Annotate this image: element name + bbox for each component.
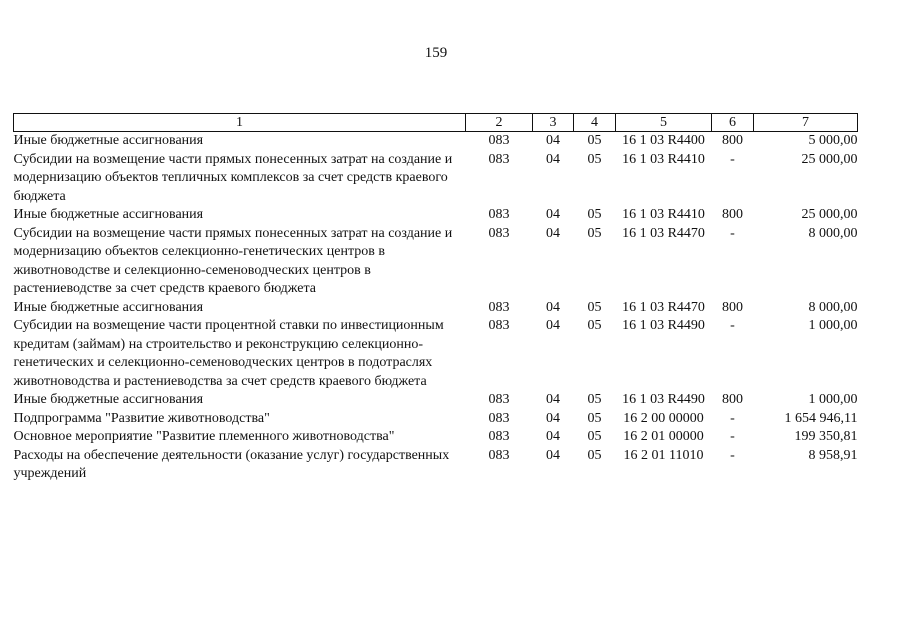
row-target: 16 1 03 R4490 <box>622 318 705 333</box>
row-amount: 8 958,91 <box>808 447 858 463</box>
table-row <box>14 391 858 410</box>
row-amount: 1 000,00 <box>808 318 858 333</box>
budget-table <box>13 113 858 484</box>
table-row <box>14 299 858 318</box>
row-expense-type: 800 <box>722 133 743 148</box>
row-amount: 25 000,00 <box>801 207 858 222</box>
row-ministry: 083 <box>488 133 510 148</box>
row-amount: 8 000,00 <box>808 225 858 241</box>
row-name: Расходы на обеспечение деятельности (оказание услуг) государственных учреждений <box>13 447 450 481</box>
row-ministry: 083 <box>488 410 510 426</box>
header-col-1: 1 <box>14 114 466 132</box>
row-subsection: 05 <box>587 207 602 222</box>
header-col-7: 7 <box>754 114 858 132</box>
row-section: 04 <box>546 410 560 426</box>
row-amount: 1 000,00 <box>808 392 858 407</box>
row-ministry: 083 <box>488 447 510 463</box>
row-target: 16 2 01 00000 <box>623 429 704 444</box>
table-header <box>14 114 858 132</box>
row-target: 16 1 03 R4410 <box>622 207 705 222</box>
row-name: Субсидии на возмещение части прямых понесенных затрат на создание и модернизацию объектов селекционно-генетических центров в животноводстве и селекционно-семеноводческих центров в растениеводстве за счет средств краевого бюджета <box>13 225 453 296</box>
header-col-3: 3 <box>533 114 574 132</box>
header-col-4: 4 <box>574 114 616 132</box>
row-subsection: 05 <box>587 133 602 148</box>
row-expense-type: 800 <box>722 299 743 315</box>
row-name: Иные бюджетные ассигнования <box>13 133 204 148</box>
row-name: Иные бюджетные ассигнования <box>13 392 204 407</box>
row-target: 16 1 03 R4470 <box>622 225 705 241</box>
row-target: 16 1 03 R4490 <box>622 392 705 407</box>
row-ministry: 083 <box>488 299 510 315</box>
row-name: Иные бюджетные ассигнования <box>13 299 204 315</box>
row-ministry: 083 <box>488 207 510 222</box>
row-name: Субсидии на возмещение части прямых понесенных затрат на создание и модернизацию объектов тепличных комплексов за счет средств краевого бюджета <box>13 151 453 204</box>
row-section: 04 <box>546 207 560 222</box>
row-target: 16 2 01 11010 <box>623 447 704 463</box>
row-amount: 8 000,00 <box>808 299 858 315</box>
row-expense-type: - <box>730 225 735 241</box>
row-amount: 5 000,00 <box>808 133 858 148</box>
row-name: Основное мероприятие "Развитие племенного животноводства" <box>13 429 395 444</box>
row-section: 04 <box>546 392 560 407</box>
row-ministry: 083 <box>488 225 510 241</box>
row-subsection: 05 <box>587 151 602 167</box>
row-amount: 1 654 946,11 <box>784 410 858 426</box>
row-ministry: 083 <box>488 392 510 407</box>
row-expense-type: - <box>730 318 735 333</box>
table-row <box>14 225 858 299</box>
row-section: 04 <box>546 299 560 315</box>
table-body <box>14 132 858 484</box>
row-expense-type: - <box>730 429 735 444</box>
row-name: Иные бюджетные ассигнования <box>13 207 204 222</box>
table-row <box>14 428 858 447</box>
row-subsection: 05 <box>587 225 602 241</box>
row-subsection: 05 <box>587 299 602 315</box>
row-target: 16 1 03 R4470 <box>622 299 705 315</box>
table-row <box>14 410 858 429</box>
table-row <box>14 447 858 484</box>
row-section: 04 <box>546 151 560 167</box>
row-amount: 199 350,81 <box>794 429 858 444</box>
row-expense-type: 800 <box>722 392 743 407</box>
header-row <box>14 114 858 132</box>
header-col-5: 5 <box>616 114 712 132</box>
row-subsection: 05 <box>587 410 602 426</box>
table-row <box>14 151 858 207</box>
row-amount: 25 000,00 <box>801 151 858 167</box>
row-name: Подпрограмма "Развитие животноводства" <box>13 410 270 426</box>
page-number: 159 <box>424 45 448 61</box>
row-target: 16 2 00 00000 <box>623 410 704 426</box>
row-expense-type: 800 <box>722 207 743 222</box>
table-row <box>14 206 858 225</box>
row-section: 04 <box>546 225 560 241</box>
header-col-2: 2 <box>466 114 533 132</box>
row-subsection: 05 <box>587 429 602 444</box>
row-ministry: 083 <box>488 318 510 333</box>
row-ministry: 083 <box>488 429 510 444</box>
row-subsection: 05 <box>587 447 602 463</box>
row-name: Субсидии на возмещение части процентной ставки по инвестиционным кредитам (займам) на строительство и реконструкцию селекционно-генетических и селекционно-семеноводческих центров в подотраслях животноводства и растениеводства за счет средств краевого бюджета <box>13 318 444 389</box>
table-row <box>14 317 858 391</box>
row-section: 04 <box>546 133 560 148</box>
row-section: 04 <box>546 429 560 444</box>
row-target: 16 1 03 R4400 <box>622 133 705 148</box>
row-subsection: 05 <box>587 318 602 333</box>
row-expense-type: - <box>730 410 735 426</box>
row-section: 04 <box>546 447 560 463</box>
row-expense-type: - <box>730 151 735 167</box>
table-row <box>14 132 858 151</box>
row-target: 16 1 03 R4410 <box>622 151 705 167</box>
row-expense-type: - <box>730 447 735 463</box>
header-col-6: 6 <box>712 114 754 132</box>
row-ministry: 083 <box>488 151 510 167</box>
row-subsection: 05 <box>587 392 602 407</box>
row-section: 04 <box>546 318 560 333</box>
